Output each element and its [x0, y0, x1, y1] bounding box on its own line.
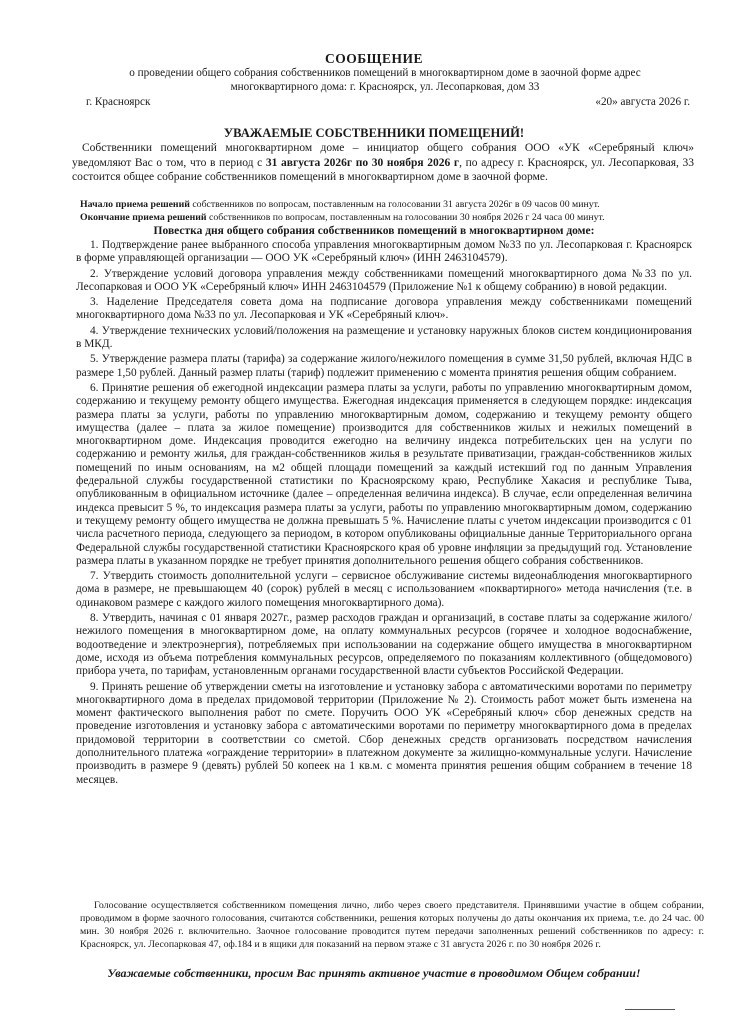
end-date-text: собственников по вопросам, поставленным на голосовании 30 ноября 2026 г 24 часа 00 минут. [206, 211, 605, 223]
agenda-item-7: 7. Утвердить стоимость дополнительной услуги – сервисное обслуживание системы видеонаблюдения многоквартирного дома в размере, не превышающем 40 (сорок) рублей в месяц с использованием «поквартирного» метода начисления (т.е. в одинаковом размере с каждого жилого помещения многоквартирного дома). [76, 570, 692, 609]
closing-paragraph: Голосование осуществляется собственником помещения лично, либо через своего представителя. Принявшими участие в общем собрании, проводимом в форме заочного голосования, считаются собственники, решения которых получены до даты окончания их приема, т.е. до 24 час. 00 мин. 30 ноября 2026 г. включительно. Заочное голосование проводится путем передачи заполненных решений собственников по адресу: г. Красноярск, ул. Лесопарковая 47, оф.184 и в ящики для показаний на первом этаже с 31 августа 2026 г. по 30 ноября 2026 г. [80, 900, 704, 950]
agenda-list [76, 239, 692, 789]
agenda-item-4: 4. Утверждение технических условий/положения на размещение и установку наружных блоков систем кондиционирования в МКД. [76, 324, 692, 351]
end-date-line [80, 212, 710, 225]
final-appeal: Уважаемые собственники, просим Вас принять активное участие в проводимом Общем собрании! [107, 966, 641, 980]
intro-text-start: Собственники помещений многоквартирном доме – инициатор общего собрания ООО «УК «Серебряный ключ» уведомляют Вас о том, что в период с [72, 142, 694, 169]
agenda-item-1: 1. Подтверждение ранее выбранного способа управления многоквартирным домом №33 по ул. Лесопарковая г. Красноярск в форме управляющей организации — ООО УК «Серебряный ключ» (ИНН 2463104579). [76, 239, 692, 265]
agenda-item-2: 2. Утверждение условий договора управления между собственниками помещений многоквартирного дома №33 по ул. Лесопарковая и ООО УК «Серебряный ключ» ИНН 2463104579 (Приложение №1 к общему собранию) в новой редакции. [76, 267, 692, 293]
document-subtitle: о проведении общего собрания собственников помещений в многоквартирном доме в заочной форме адрес многоквартирного дома: г. Красноярск, ул. Лесопарковая, дом 33 [129, 67, 641, 93]
agenda-item-3: 3. Наделение Председателя совета дома на подписание договора управления между собственниками помещений многоквартирного дома №33 по ул. Лесопарковая и УК «Серебряный ключ». [76, 296, 692, 322]
start-date-label: Начало приема решений [80, 199, 190, 210]
agenda-item-8: 8. Утвердить, начиная с 01 января 2027г., размер расходов граждан и организаций, в составе платы за содержание жилого/нежилого помещения в многоквартирном доме, на оплату коммунальных ресурсов (горячее и холодное водоснабжение, водоотведение и электроэнергия), потребляемых при использовании на содержание общего имущества в многоквартирном доме, исходя из объема потребления коммунальных ресурсов, определяемого по показаниям коллективного (общедомового) прибора учета, по тарифам, установленным органами государственной власти субъектов Российской Федерации. [76, 612, 692, 678]
intro-text-end: , по адресу г. Красноярск, ул. Лесопарковая, 33 состоится общее собрание собственников помещений в многоквартирном доме в заочной форме. [72, 156, 695, 183]
voting-dates [80, 199, 710, 224]
intro-paragraph [72, 141, 694, 185]
document-date: «20» августа 2026 г. [595, 96, 690, 108]
start-date-text: собственников по вопросам, поставленным на голосовании 31 августа 2026г в 09 часов 00 минут. [189, 199, 600, 210]
signature-line [625, 1009, 675, 1010]
greeting-heading: УВАЖАЕМЫЕ СОБСТВЕННИКИ ПОМЕЩЕНИЙ! [223, 126, 525, 140]
meeting-period: 31 августа 2026г по 30 ноября 2026 г [265, 156, 460, 169]
city-label: г. Красноярск [86, 96, 151, 108]
document-title: СООБЩЕНИЕ [324, 51, 423, 66]
agenda-item-5: 5. Утверждение размера платы (тарифа) за содержание жилого/нежилого помещения в сумме 31,50 рублей, включая НДС в размере 1,50 рублей. Данный размер платы (тариф) подлежит применению с момента принятия решения общим собранием. [76, 353, 692, 379]
end-date-label: Окончание приема решений [80, 211, 207, 223]
agenda-item-9: 9. Принять решение об утверждении сметы на изготовление и установку забора с автоматическими воротами по периметру многоквартирного дома в пределах придомовой территории (Приложение № 2). Стоимость работ может быть изменена на момент фактического выполнения работ по смете. Поручить ООО УК «Серебряный ключ» сбор денежных средств на проведение изготовления и установку забора с автоматическими воротами по периметру многоквартирного дома в пределах придомовой территории в соответствии со сметой. Сбор денежных средств организовать посредством начисления дополнительного платежа «ограждение территории» в платежном документе за жилищно-коммунальные услуги. Начисление производить в размере 9 (девять) рублей 50 копеек на 1 кв.м. с момента принятия решения общим собранием в течение 18 месяцев. [76, 680, 692, 786]
agenda-item-6: 6. Принятие решения об ежегодной индексации размера платы за услуги, работы по управлению многоквартирным домом, содержанию и текущему ремонту общего имущества. Ежегодная индексация применяется в следующем порядке: индексация размера платы за услуги, работы по управлению многоквартирным домом, содержанию и текущему ремонту общего имущества (далее – плата за жилое помещение) производится для собственников жилых и нежилых помещений в многоквартирном доме. Индексация проводится ежегодно на величину индекса потребительских цен на услуги по содержанию и ремонту жилья, для граждан-собственников жилья в результате приватизации, граждан-собственников жилых помещений по иным основаниям, на м2 общей площади помещений за каждый истекший год по данным Управления федеральной службы государственной статистики по Красноярскому краю, Республике Хакасия и республике Тыва, опубликованным в официальном источнике (далее – определенная величина индекса). В случае, если определенная величина индекса превысит 5 %, то индексация размера платы за услуги, работы по управлению многоквартирным домом, содержанию и текущему ремонту общего имущества не должна превышать 5 %. Начисление платы с учетом индексации производится с 01 числа расчетного периода, следующего за периодом, в котором опубликованы официальные данные Территориального органа Федеральной службы государственной статистики Красноярского края об уровне инфляции за предыдущий год. Установление размера платы в указанном порядке не требует принятия дополнительного решения общего собрания собственников. [76, 381, 692, 567]
agenda-heading: Повестка дня общего собрания собственников помещений в многоквартирном доме: [153, 225, 595, 237]
start-date-line [80, 199, 710, 212]
